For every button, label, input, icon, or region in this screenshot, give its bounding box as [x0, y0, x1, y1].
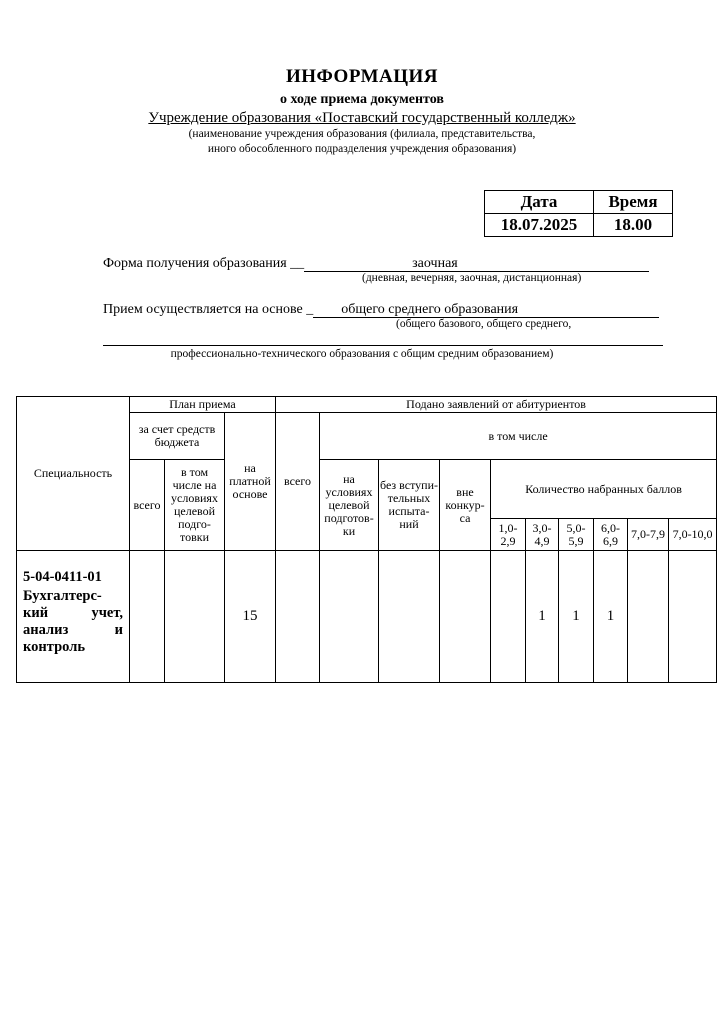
time-value: 18.00 — [594, 214, 673, 237]
specialty-cell — [17, 551, 130, 683]
plan-total-cell — [130, 551, 165, 683]
form-of-education-hint: (дневная, вечерняя, заочная, дистанционная) — [362, 272, 582, 284]
plan-paid-cell: 15 — [225, 551, 276, 683]
score-range: 6,0-6,9 — [594, 519, 628, 551]
admission-table — [16, 396, 717, 683]
date-label: Дата — [485, 191, 594, 214]
no-exams-header: без вступи-тельных испыта-ний — [379, 460, 440, 551]
score-cell: 1 — [559, 551, 594, 683]
time-label: Время — [594, 191, 673, 214]
admission-basis-value: общего среднего образования — [341, 302, 519, 317]
specialty-header: Специальность — [17, 397, 130, 551]
form-of-education-line — [304, 255, 649, 272]
form-of-education-row — [103, 255, 649, 272]
form-of-education-label: Форма получения образования __ — [103, 256, 305, 271]
plan-header: План приема — [130, 397, 276, 413]
score-cell — [491, 551, 526, 683]
apps-total-header: всего — [276, 413, 320, 551]
applications-header: Подано заявлений от абитуриентов — [276, 397, 717, 413]
admission-basis-line-2 — [103, 345, 663, 346]
budget-header: за счет средств бюджета — [130, 413, 225, 460]
score-range: 5,0-5,9 — [559, 519, 594, 551]
institution-name-text: Учреждение образования «Поставский государственный колледж» — [148, 110, 576, 126]
table-row — [17, 551, 717, 683]
score-cell — [669, 551, 717, 683]
score-cell: 1 — [526, 551, 559, 683]
plan-targeted-cell — [165, 551, 225, 683]
admission-basis-row — [103, 301, 659, 318]
plan-targeted-header: в том числе на условиях целевой подго-товки — [165, 460, 225, 551]
apps-targeted-header: на условиях целевой подготов-ки — [320, 460, 379, 551]
document-title: ИНФОРМАЦИЯ — [285, 66, 439, 87]
score-range: 3,0-4,9 — [526, 519, 559, 551]
apps-total-cell — [276, 551, 320, 683]
datetime-table — [484, 190, 673, 237]
plan-total-header: всего — [130, 460, 165, 551]
apps-no-exams-cell — [379, 551, 440, 683]
document-subtitle: о ходе приема документов — [280, 92, 444, 107]
specialty-code: 5-04-0411-01 — [23, 569, 102, 585]
scores-header: Количество набранных баллов — [491, 460, 717, 519]
score-range: 1,0-2,9 — [491, 519, 526, 551]
admission-basis-line — [313, 301, 659, 318]
no-competition-header: вне конкур-са — [440, 460, 491, 551]
admission-basis-hint: (общего базового, общего среднего, — [396, 318, 572, 330]
institution-note-2: иного обособленного подразделения учреждения образования) — [207, 143, 517, 155]
admission-basis-hint-2: профессионально-технического образования с общим средним образованием) — [170, 348, 554, 360]
specialty-name-line: Бухгалтерс-кий учет, анализ и контроль — [23, 588, 123, 655]
institution-note-1: (наименование учреждения образования (филиала, представительства, — [188, 128, 536, 140]
score-range: 7,0-10,0 — [669, 519, 717, 551]
apps-no-competition-cell — [440, 551, 491, 683]
institution-name — [0, 110, 724, 127]
score-cell — [628, 551, 669, 683]
date-value: 18.07.2025 — [485, 214, 594, 237]
form-of-education-value: заочная — [412, 256, 458, 271]
admission-basis-label: Прием осуществляется на основе _ — [103, 302, 314, 317]
paid-header: на платной основе — [225, 413, 276, 551]
score-cell: 1 — [594, 551, 628, 683]
specialty-name — [23, 588, 123, 656]
score-range: 7,0-7,9 — [628, 519, 669, 551]
apps-targeted-cell — [320, 551, 379, 683]
including-header: в том числе — [320, 413, 717, 460]
